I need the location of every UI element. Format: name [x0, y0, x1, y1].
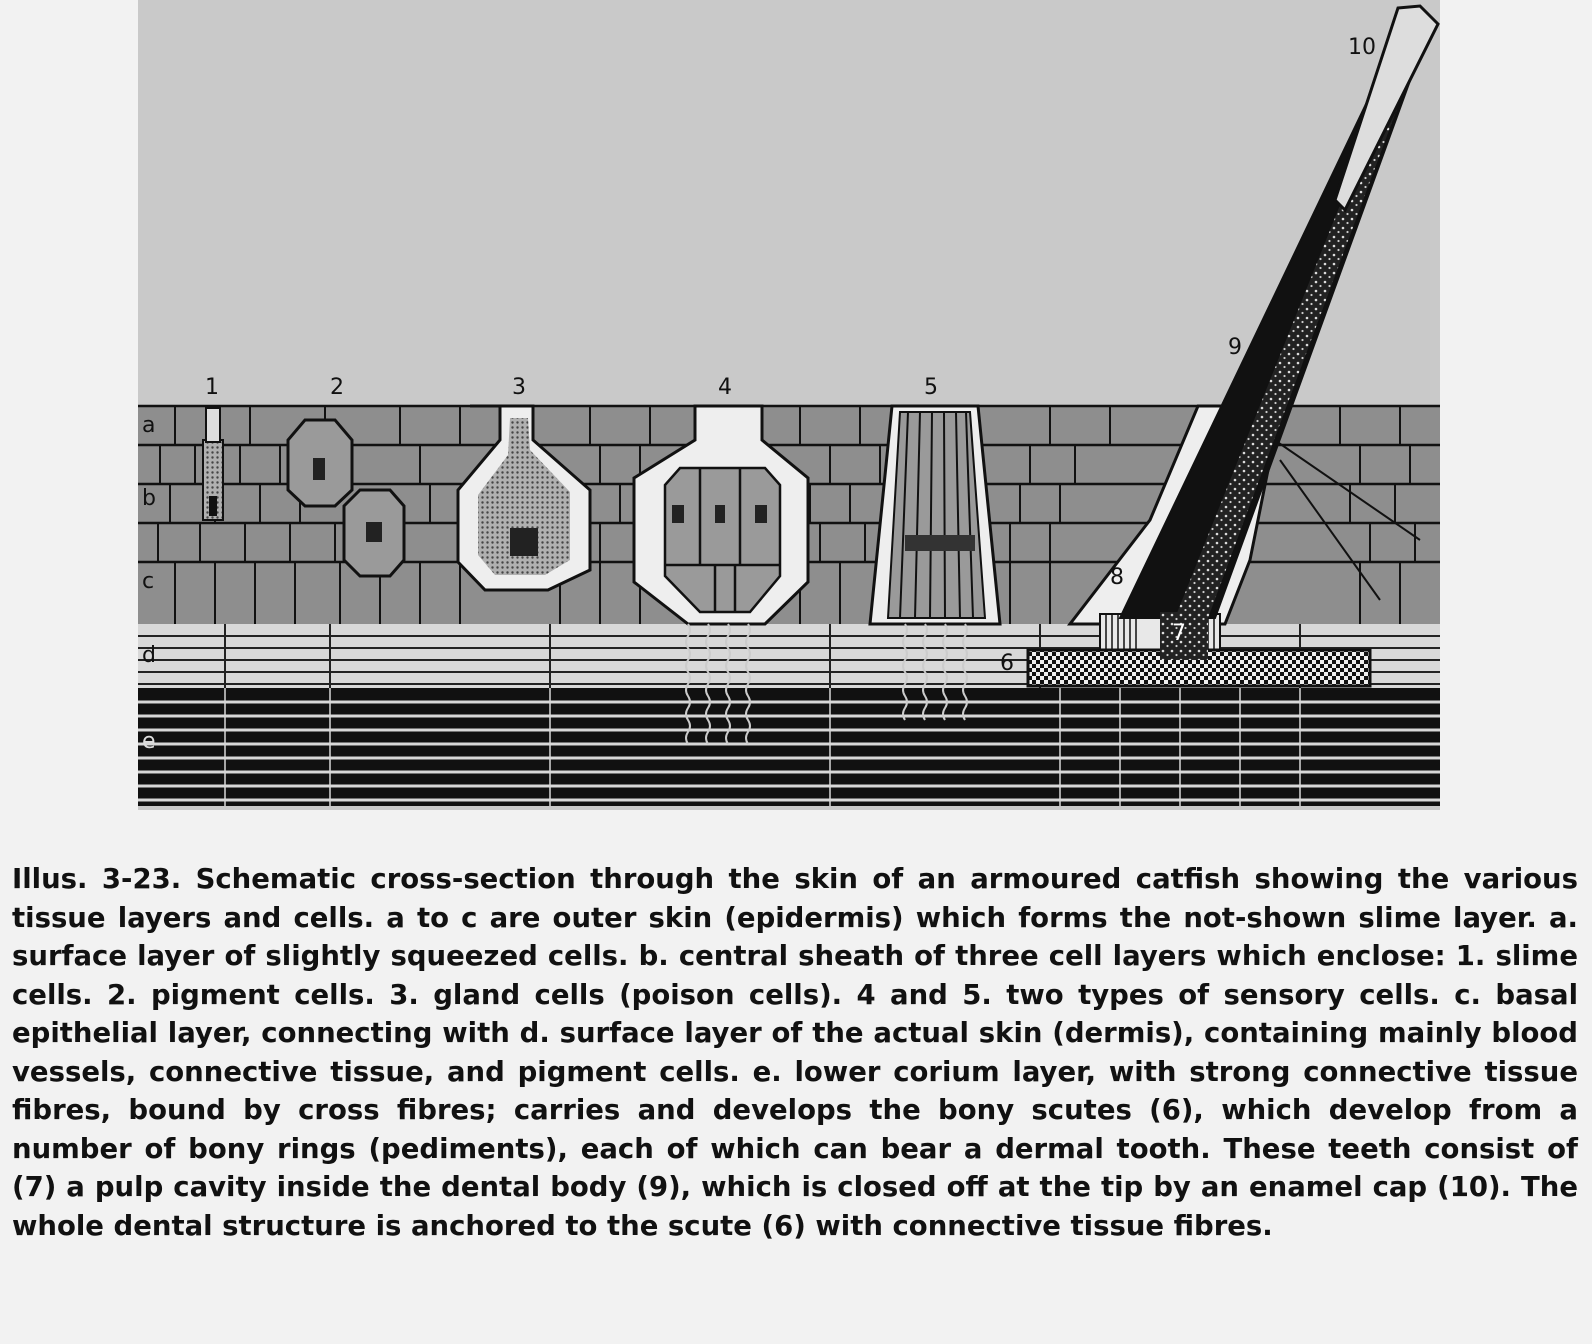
layer-label-c: c [142, 569, 155, 594]
structure-label-6: 6 [1000, 651, 1014, 676]
layer-label-b: b [142, 486, 156, 511]
structure-label-9: 9 [1228, 335, 1242, 360]
structure-label-2: 2 [330, 375, 344, 400]
layer-label-e: e [142, 729, 156, 754]
structure-label-1: 1 [205, 375, 219, 400]
structure-label-4: 4 [718, 375, 732, 400]
layer-label-a: a [142, 413, 156, 438]
structure-label-10: 10 [1348, 35, 1376, 60]
structure-label-3: 3 [512, 375, 526, 400]
corium-layer [138, 688, 1440, 806]
layer-label-d: d [142, 643, 156, 668]
structure-label-5: 5 [924, 375, 938, 400]
structure-label-8: 8 [1110, 565, 1124, 590]
figure-caption: Illus. 3-23. Schematic cross-section through the skin of an armoured catfish showing the various tissue layers and cells. a to c are outer skin (epidermis) which forms the not-shown slime layer. a. surface layer of slightly squeezed cells. b. central sheath of three cell layers which enclose: 1. slime cells. 2. pigment cells. 3. gland cells (poison cells). 4 and 5. two types of sensory cells. c. basal epithelial layer, connecting with d. surface layer of the actual skin (dermis), containing mainly blood vessels, connective tissue, and pigment cells. e. lower corium layer, with strong connective tissue fibres, bound by cross fibres; carries and develops the bony scutes (6), which develop from a number of bony rings (pediments), each of which can bear a dermal tooth. These teeth consist of (7) a pulp cavity inside the dental body (9), which is closed off at the tip by an enamel cap (10). The whole dental structure is anchored to the scute (6) with connective tissue fibres. [12, 863, 1578, 1242]
structure-label-7: 7 [1172, 621, 1186, 646]
slime-cell [203, 408, 223, 520]
